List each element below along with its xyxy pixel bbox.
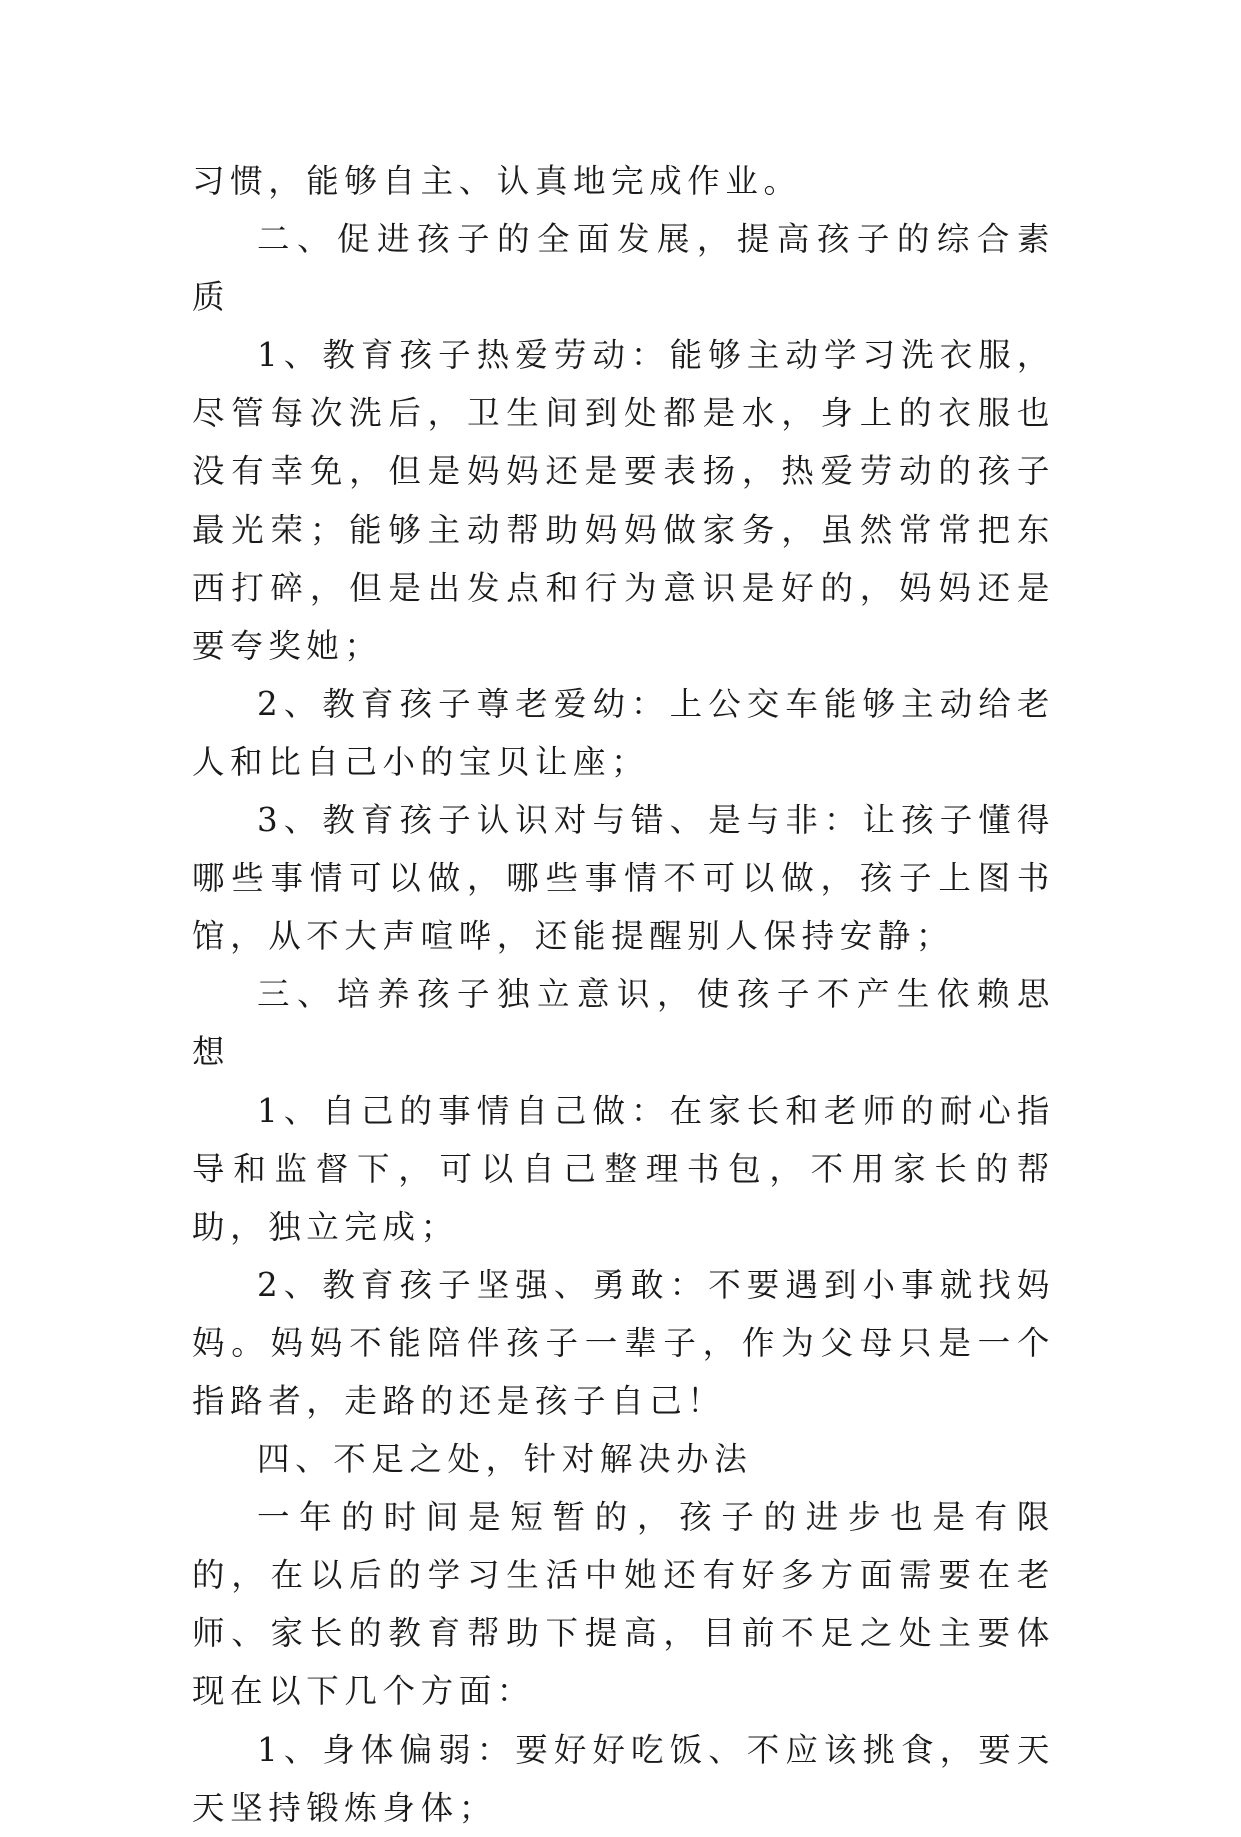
section-heading-2: 二、促进孩子的全面发展，提高孩子的综合素质 [192, 220, 1055, 317]
section-heading-4: 四、不足之处，针对解决办法 [257, 1440, 753, 1479]
paragraph-item-respect: 2、教育孩子尊老爱幼：上公交车能够主动给老人和比自己小的宝贝让座； [192, 684, 1055, 781]
paragraph-item-right-wrong: 3、教育孩子认识对与错、是与非：让孩子懂得哪些事情可以做，哪些事情不可以做，孩子上图书馆，从不大声喧哗，还能提醒别人保持安静； [192, 801, 1055, 956]
paragraph-item-brave: 2、教育孩子坚强、勇敢：不要遇到小事就找妈妈。妈妈不能陪伴孩子一辈子，作为父母只是一个指路者，走路的还是孩子自己！ [192, 1265, 1055, 1420]
document-page [192, 152, 1055, 1837]
paragraph-summary: 一年的时间是短暂的，孩子的进步也是有限的，在以后的学习生活中她还有好多方面需要在老师、家长的教育帮助下提高，目前不足之处主要体现在以下几个方面： [192, 1498, 1055, 1711]
paragraph-item-health: 1、身体偏弱：要好好吃饭、不应该挑食，要天天坚持锻炼身体； [192, 1730, 1055, 1827]
paragraph-item-labor: 1、教育孩子热爱劳动：能够主动学习洗衣服，尽管每次洗后，卫生间到处都是水，身上的衣服也没有幸免，但是妈妈还是要表扬，热爱劳动的孩子最光荣；能够主动帮助妈妈做家务，虽然常常把东西打碎，但是出发点和行为意识是好的，妈妈还是要夸奖她； [192, 336, 1055, 665]
paragraph-continued: 习惯，能够自主、认真地完成作业。 [192, 162, 802, 200]
section-heading-3: 三、培养孩子独立意识，使孩子不产生依赖思想 [192, 975, 1055, 1072]
paragraph-item-self-reliance: 1、自己的事情自己做：在家长和老师的耐心指导和监督下，可以自己整理书包，不用家长的帮助，独立完成； [192, 1091, 1055, 1246]
